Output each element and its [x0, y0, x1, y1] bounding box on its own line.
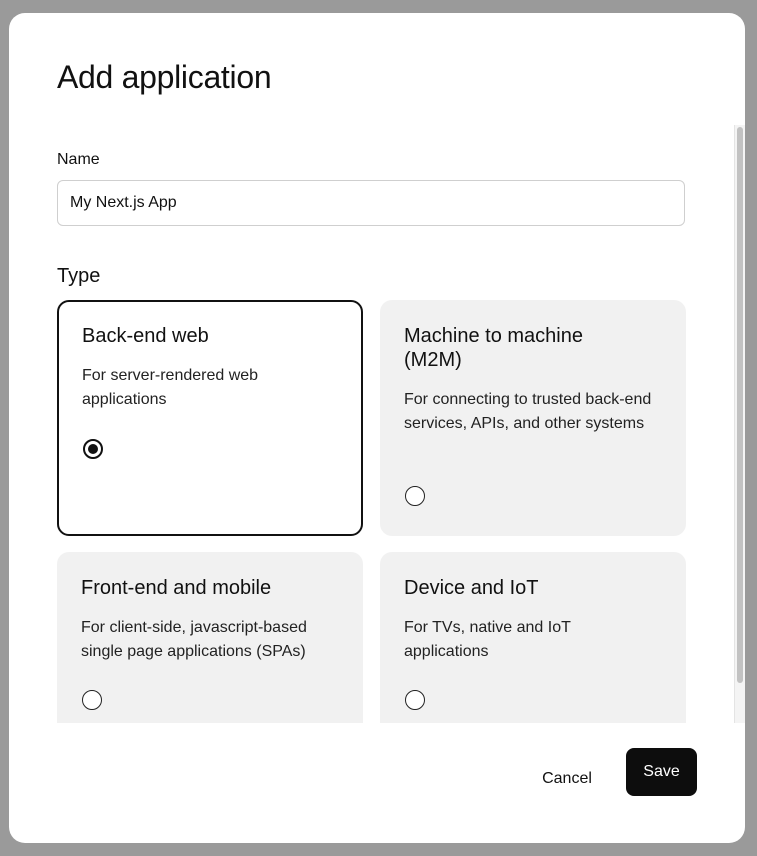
- type-option-description: For server-rendered web applications: [82, 367, 259, 408]
- dialog-title: Add application: [57, 59, 272, 95]
- type-option-title: Front-end and mobile: [81, 577, 272, 599]
- scrollbar[interactable]: [734, 125, 745, 723]
- save-button[interactable]: Save: [626, 748, 697, 796]
- type-option-description: For client-side, javascript-based single page applications (SPAs): [81, 619, 307, 660]
- type-option-description: For connecting to trusted back-end services, APIs, and other systems: [404, 391, 652, 432]
- type-option-front-end-mobile[interactable]: [57, 552, 363, 723]
- radio-front-end-mobile[interactable]: [82, 690, 102, 710]
- type-option-title: Device and IoT: [404, 577, 539, 599]
- type-option-m2m[interactable]: [380, 300, 686, 536]
- type-option-description: For TVs, native and IoT applications: [404, 619, 571, 660]
- type-option-title: Back-end web: [82, 325, 209, 347]
- radio-m2m[interactable]: [405, 486, 425, 506]
- type-option-device-iot[interactable]: [380, 552, 686, 723]
- add-application-dialog: [9, 13, 745, 843]
- name-input[interactable]: [57, 180, 685, 226]
- dialog-scroll-area: [9, 125, 745, 723]
- type-option-title: Machine to machine (M2M): [404, 325, 583, 371]
- cancel-button[interactable]: Cancel: [527, 755, 607, 803]
- radio-device-iot[interactable]: [405, 690, 425, 710]
- radio-back-end-web[interactable]: [83, 439, 103, 459]
- name-field-label: Name: [57, 151, 100, 168]
- type-section-label: Type: [57, 265, 101, 287]
- scrollbar-thumb[interactable]: [737, 127, 743, 683]
- type-option-back-end-web[interactable]: [57, 300, 363, 536]
